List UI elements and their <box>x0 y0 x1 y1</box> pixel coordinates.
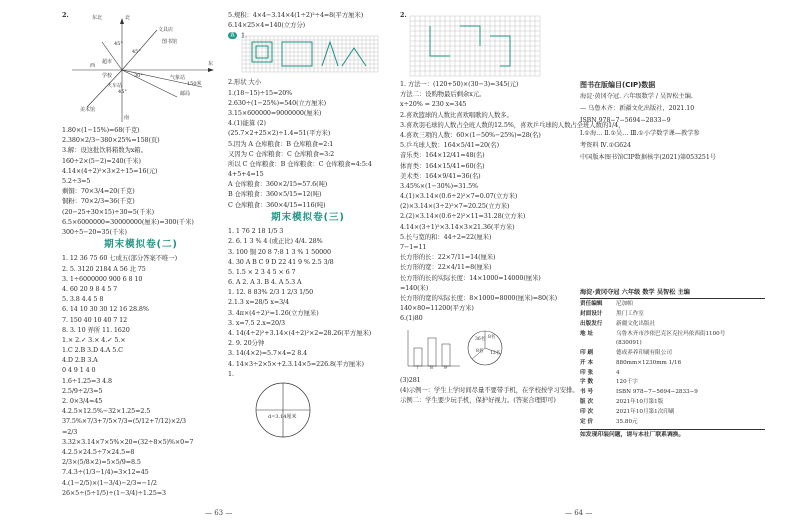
answer-line: 4.2.5×24.5÷7×24.5=8 <box>62 447 135 456</box>
answer-line: 4.喜欢三项的人数：60×(1−50%−25%)=28(名) <box>400 130 541 139</box>
info-value: 德成养养印刷有限公司 <box>616 350 672 357</box>
answer-line: (3)281 <box>400 375 421 384</box>
label-angle4: 45° <box>118 89 127 95</box>
answer-line: 3.15×600000=9000000(厘米) <box>228 108 322 117</box>
answer-line: 3. x=7.5 2.x=20/3 <box>228 318 285 327</box>
answer-line: 1.(18−15)÷15=20% <box>228 88 293 97</box>
answer-line: 长方形的宽：22×4/11=8(厘米) <box>400 263 492 272</box>
info-key: 书 号 <box>580 389 594 396</box>
section-title-2: 期末模拟卷(二) <box>104 238 178 250</box>
info-row <box>580 400 765 406</box>
info-value: 2021年10月第1版 <box>616 399 664 406</box>
label-north2: 北 <box>125 15 131 21</box>
answer-line: 4. 60 20 9 8 4 5 7 <box>62 284 118 293</box>
answer-line: 4.2.5×12.5%−32×1.25=2.5 <box>62 407 151 416</box>
answer-line: 美术类：164×9/41=36(名) <box>400 171 481 180</box>
answer-line: 1. 1 76 2 18 1/5 3 <box>228 227 284 236</box>
answer-line: 2.1.3 x=28/5 x=3/4 <box>228 298 290 307</box>
answer-line: 长方形的宽的实际长度：8×1000=8000(厘米)=80(米) <box>400 293 558 302</box>
answer-line: 1.80×(1−15%)=68(千克) <box>62 126 140 134</box>
answer-line: 4.14×(3÷1)²×3.14×3×21.36(平方米) <box>400 222 515 231</box>
answer-line: 6. A 2. A 3. B 4. A 5.3 A <box>228 278 302 287</box>
info-row <box>580 380 765 386</box>
info-key: 印 次 <box>580 408 594 415</box>
cip-line: 考资料 Ⅳ.①G624 <box>580 141 631 149</box>
answer-line: 2.(2)×3.14×(0.6÷2)²×11=31.28(立方米) <box>400 212 526 221</box>
answer-line: 1.6÷1.25=3 4.8 <box>62 376 112 385</box>
answer-line: 6.14×25×4=140(立方分) <box>228 21 306 30</box>
grid2-item-label: 2. <box>400 11 407 19</box>
label-angle2: 45° <box>132 49 141 55</box>
answer-line: 4. 30 A B C 9 D 22 41 9 % 2.5 3/8 <box>228 257 334 266</box>
answer-line: 37.5%×7/3+7/5×7/3=(5/12+7/12)×2/3 <box>62 417 186 426</box>
answer-line: 160÷2×(5−2)=240(千米) <box>62 156 141 165</box>
charts-figure <box>400 326 578 374</box>
answer-line: 7.4.3÷(1/3−1/4)=3×12=45 <box>62 468 149 477</box>
answer-line: 26×5÷(5÷1/5)÷(1−3/4)÷1.25=3 <box>62 488 166 497</box>
page-number-64: — 64 — <box>565 509 593 517</box>
page-number-63: — 63 — <box>205 509 233 517</box>
grid-item-label: 1. <box>241 31 248 40</box>
answer-line: 体育类：164×15/41=60(名) <box>400 161 485 170</box>
grid-diagram <box>242 36 382 72</box>
answer-line: 5.因为 A 仓库粮食：B 仓库粮食=2:1 <box>228 139 334 148</box>
circle-label: d=3.14厘米 <box>268 413 297 420</box>
label-south: 南 <box>124 115 130 121</box>
answer-line: =2/3 <box>62 427 78 436</box>
info-key: 封面设计 <box>580 310 603 317</box>
info-key: 开 本 <box>580 359 594 366</box>
answer-line: 长方形的长：22×7/11=14(厘米) <box>400 253 496 262</box>
info-row <box>580 341 765 347</box>
answer-line: 300÷5−20=35(千米) <box>62 227 127 236</box>
info-key: 字 数 <box>580 379 594 386</box>
cip-line: 海淀·黄冈夺冠. 六年级数学 / 吴智松主编. <box>580 93 693 100</box>
answer-line: 1. 12. 8 83% 2/3 1 2/3 1/50 <box>228 288 314 297</box>
answer-line: 3.解：设这批饮料箱数为x箱。 <box>62 146 147 155</box>
info-value: 尼加帕 <box>616 301 633 308</box>
info-rows <box>580 302 765 425</box>
answer-line: 长方形的长的实际长度：14×1000=14000(厘米) <box>400 273 541 282</box>
answer-line: 1. 12 36 75 60 七成五(部分答案不唯一) <box>62 254 177 263</box>
info-row <box>580 410 765 416</box>
publication-info <box>580 290 765 439</box>
item-2-label: 2. <box>62 11 69 19</box>
section-badge: 五 <box>229 32 235 39</box>
answer-line: 3.45%×(1−30%)=31.5% <box>400 181 479 190</box>
answer-line: 8. 3. 10 弄所 11. 1620 <box>62 325 130 334</box>
col1-answers <box>62 127 220 236</box>
info-value: ISBN 978−7−5694−2833−9 <box>616 389 698 396</box>
pie-label-2: 12名 <box>490 350 501 356</box>
cip-line: Ⅰ.①海… Ⅱ.①吴… Ⅲ.①小学数学课—教学参 <box>580 129 700 137</box>
circle-figure <box>228 381 388 441</box>
col2-mid-answers <box>228 90 388 209</box>
label-d: 邮局 <box>180 91 191 97</box>
info-value: 新疆文化出版社 <box>616 320 656 327</box>
answer-line: 2.喜欢篮球的人数比喜欢唱歌的人数多。 <box>400 110 513 119</box>
answer-line: (4)示例一：学生上学时间尽量不要带手机，在学校按学习安排。 <box>400 385 579 394</box>
answer-line: 4.D 2.B 3.A <box>62 356 98 365</box>
answer-line: 1. 方法一：(120+50)×(30−3)=345(元) <box>400 80 519 88</box>
pie-label-1: 8名 <box>488 334 496 340</box>
answer-line: (2)×3.14×(3÷2)²×7=20.25(立方米) <box>400 202 510 211</box>
label-north1: 东北 <box>92 15 103 21</box>
answer-line: 剩铜：70×3/4=20(千克) <box>62 187 135 196</box>
answer-line: C 仓库粮食：360×4/15=116(吨) <box>228 200 326 209</box>
label-h: 美术馆 <box>80 107 96 113</box>
info-row <box>580 322 765 328</box>
answer-line: B 仓库粮食：360×5/15=12(吨) <box>228 190 322 199</box>
answer-line: 3.32×3.14×7×5%×20=(32÷8×5)%×0=7 <box>62 437 194 446</box>
answer-line: 4.14×(4÷2)²×3×2÷15=16(元) <box>62 166 158 175</box>
info-value: (830091) <box>616 340 642 347</box>
answer-line: 2. 5. 3120 2184 A 56 北 75 <box>62 264 146 273</box>
grid-diagram-2 <box>410 16 540 78</box>
answer-line: 2. 9. 20分钟 <box>228 339 265 348</box>
answer-line: 2/3×(5/8×2)=5×5/9=8.5 <box>62 458 141 467</box>
grid-figure <box>228 32 388 76</box>
col3-answers-b <box>400 377 578 404</box>
info-row <box>580 361 765 367</box>
info-row <box>580 390 765 396</box>
label-e: 气象站 <box>170 75 186 81</box>
info-key <box>580 341 616 347</box>
answer-line: 3. 100 铜 20 8 7:8 1 3 % 1 50000 <box>228 247 331 256</box>
info-key: 地 址 <box>580 330 594 337</box>
answer-line: 2.380×2/3−380×25%=158(页) <box>62 136 160 145</box>
answer-line: A 仓库粮食：360×2/15=57.6(吨) <box>228 180 328 189</box>
label-a: 文具店 <box>158 27 174 33</box>
answer-line: 1.× 2.✓ 3.× 4.✓ 5.× <box>62 335 126 344</box>
info-row <box>580 371 765 377</box>
answer-line: 5. 1.5 × 2 3 4 5 × 6 7 <box>228 267 296 276</box>
info-row <box>580 312 765 318</box>
label-east: 东 <box>208 61 214 67</box>
column-4 <box>580 82 765 167</box>
section-title-3: 期末模拟卷(三) <box>271 211 345 223</box>
answer-line: x÷20% = 230 x=345 <box>400 100 467 109</box>
answer-line: 5.规积：4×4−3.14×4(1÷2)²÷4=8(平方厘米) <box>228 11 364 19</box>
answer-line: 3. 4π×(4÷2)²=1.26(立方厘米) <box>228 308 319 317</box>
compass-figure <box>62 12 220 124</box>
label-scale: 150米 <box>187 81 202 87</box>
bar-label-2: 8 <box>430 365 433 371</box>
answer-line: 音乐类：164×12/41=48(名) <box>400 151 485 160</box>
info-row <box>580 332 765 338</box>
answer-line: 5.长与宽的和：44÷2=22(厘米) <box>400 232 492 241</box>
pie-label-3: 8名 <box>476 348 484 354</box>
answer-line: 1. <box>228 369 234 378</box>
info-footer: 如发现印装问题，请与本社厂联系调换。 <box>580 429 765 439</box>
answer-line: 3. 14(4×2)=5.7×4=2 8.4 <box>228 349 308 358</box>
col2-top-answers <box>228 12 388 29</box>
cip-block <box>580 94 765 161</box>
answer-line: 铜粉：70×2/3=36(千克) <box>62 197 135 206</box>
grid-figure-2 <box>400 12 578 78</box>
info-row <box>580 351 765 357</box>
info-header: 海淀·黄冈夺冠 六年级 数学 吴智松 主编 <box>580 290 765 299</box>
answer-line: 7. 150 40 10 40 7 12 <box>62 315 128 324</box>
answer-line: 2. 6. 1 3 % 4 (或正比) 4/4. 28% <box>228 237 323 246</box>
answer-line: 5.乒乓球人数：164×5/41=20(名) <box>400 141 500 150</box>
info-value: 35.80元 <box>616 418 638 425</box>
cip-line: — 乌鲁木齐：新疆文化出版社，2021.10 <box>580 105 695 113</box>
answer-line: =140(米) <box>400 283 429 292</box>
label-angle3: 30° <box>134 73 143 79</box>
cip-title: 图书在版编目(CIP)数据 <box>580 81 656 89</box>
answer-line: 4. 14(4÷2)²+3.14×(4÷2)²×2=28.26(平方厘米) <box>228 329 372 337</box>
info-key: 印 张 <box>580 369 594 376</box>
answer-line: 5. 3.8 4.4 5 8 <box>62 295 104 304</box>
answer-line: 4.(1)×3.14×(0.6÷2)²×7=0.07(立方米) <box>400 192 518 201</box>
pie-label-4: 36名 <box>475 336 486 342</box>
answer-line: 7−1=11 <box>400 243 427 251</box>
circle-diagram <box>248 381 318 439</box>
answer-line: 4.(1)能算 (2) <box>228 119 266 128</box>
answer-line: 6.(1)80 <box>400 314 423 323</box>
info-key: 出版发行 <box>580 320 603 327</box>
cip-line: ISBN 978−7−5694−2833−9 <box>580 117 671 125</box>
info-value: 880mm×1230mm 1/16 <box>616 359 682 366</box>
answer-line: 4.(1−2/5)×(1−3/4)−2/3=−1/2 <box>62 478 157 487</box>
info-value: 2021年10月第1次印刷 <box>616 408 675 415</box>
label-f: 火车站 <box>107 83 123 89</box>
label-west: 西 <box>90 63 96 69</box>
label-b: 学校 <box>102 73 113 79</box>
answer-line: (25.7×2+25×2)÷1.4=51(平方米) <box>228 129 331 138</box>
info-key: 印 刷 <box>580 350 594 357</box>
bar-chart <box>400 326 510 372</box>
answer-line: 所以 C 仓库粮食：B 仓库粮食：C 仓库粮食=4:5:4 <box>228 159 372 168</box>
answer-line: 示例二：学生要少玩手机，保护好视力。(答案合理即可) <box>400 395 556 404</box>
info-key: 定 价 <box>580 418 594 425</box>
info-value: 4 <box>616 369 620 376</box>
info-row <box>580 302 765 308</box>
column-1 <box>62 12 220 500</box>
answer-line: 2.630÷(1−25%)=540(立方厘米) <box>228 98 327 107</box>
info-key: 版 次 <box>580 399 594 406</box>
bar-label-1: 7 <box>416 365 419 371</box>
column-2 <box>228 12 388 444</box>
cip-line: 中国版本图书馆CIP数据核字(2021)第053251号 <box>580 154 716 162</box>
answer-line: 2.5/9÷2/3=5 <box>62 386 103 395</box>
info-value: 乌鲁木齐市沙依巴克区克拉玛依西街1100号 <box>616 330 726 337</box>
answer-line: 3.喜欢羽毛球的人数占全班人数的12.5%，喜欢乒乓球的人数占全班人数的1/4， <box>400 120 625 129</box>
info-value: 黑门工作室 <box>616 310 644 317</box>
col2-section-answers <box>228 228 388 378</box>
info-key: 责任编辑 <box>580 301 603 308</box>
answer-line: 又因为 C 仓库粮食：C 仓库粮食=3:2 <box>228 149 335 158</box>
label-angle1: 45° <box>114 41 123 47</box>
answer-line: 140×80=11200(平方米) <box>400 304 474 313</box>
answer-line: 2. 0×3/4=45 <box>62 397 103 405</box>
answer-line: 3. 1÷6000000 900 6 8 10 <box>62 274 143 283</box>
answer-line: 0 4 9 1 4 0 <box>62 366 96 375</box>
label-c: 图书馆 <box>162 39 178 45</box>
info-row <box>580 420 765 426</box>
answer-line: 4. 14×3÷2×5×+2.3.14×5=226.8(平方厘米) <box>228 359 364 368</box>
answer-line: 6. 14 10 30 30 12 16 28.8% <box>62 305 149 314</box>
answer-line: 4+5+4=15 <box>228 170 264 179</box>
answer-line: 方法二：设购物最后剩余x元。 <box>400 90 486 99</box>
answer-line: 6.5×6000000=30000000(厘米)=300(千米) <box>62 217 194 226</box>
answer-line: 5.2÷3=5 <box>62 176 91 185</box>
answer-line: (20−25+30×15)÷30=5(千米) <box>62 207 155 216</box>
info-value: 120千字 <box>616 379 638 386</box>
answer-line: 1.C 2.B 3.D 4.A 5.C <box>62 346 123 355</box>
label-g: 超市 <box>102 59 113 65</box>
bar-label-3: 9 <box>444 365 447 371</box>
grid-caption: 2.形状 大小 <box>228 78 261 87</box>
col1-section-answers <box>62 255 220 496</box>
